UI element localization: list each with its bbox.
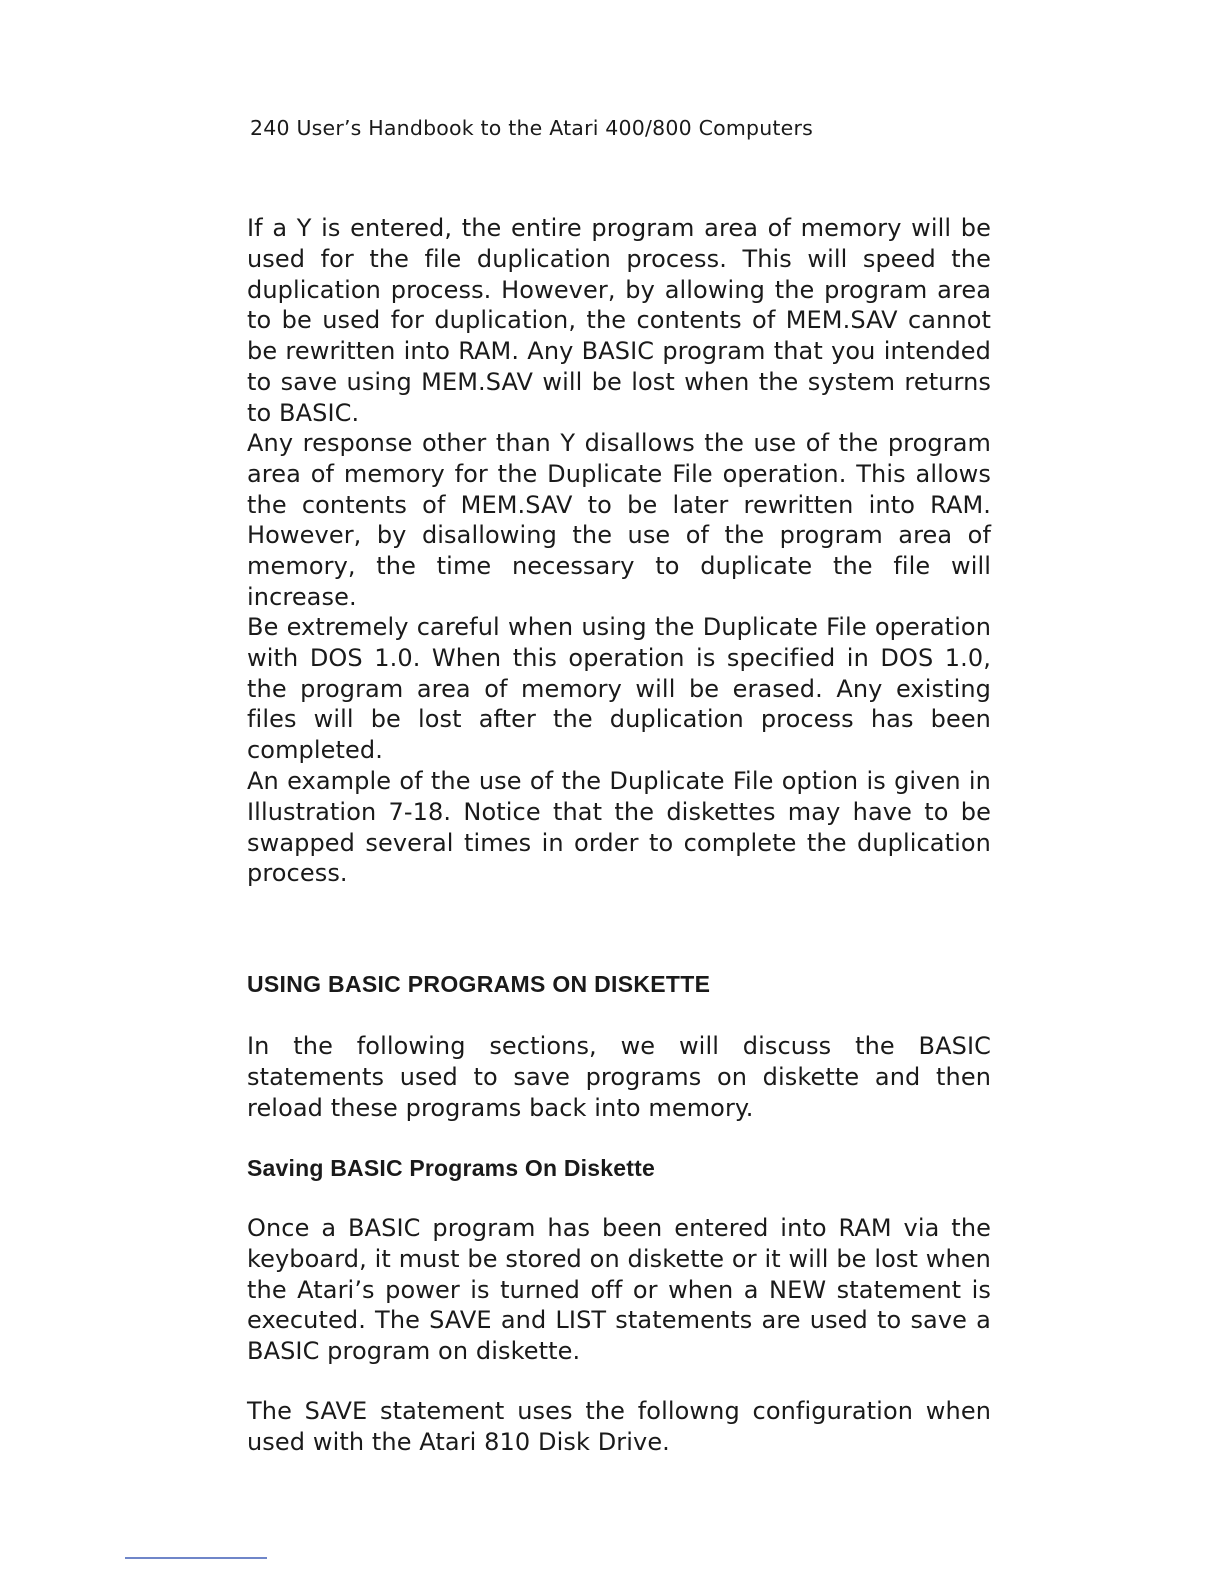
paragraph-memory-usage: If a Y is entered, the entire program area of memory will be used for the file duplication process. This will speed the duplication process. However, by allowing the program area to be used for duplication, the contents of MEM.SAV cannot be rewritten into RAM. Any BASIC program that you intended to save using MEM.SAV will be lost when the system returns to BASIC.: [247, 214, 991, 427]
section-heading: USING BASIC PROGRAMS ON DISKETTE: [247, 971, 711, 997]
subsection-heading: Saving BASIC Programs On Diskette: [247, 1155, 655, 1181]
paragraph-section-intro: In the following sections, we will discuss the BASIC statements used to save programs on diskette and then reload these programs back into memory.: [247, 1032, 991, 1122]
paragraph-saving-programs: Once a BASIC program has been entered into RAM via the keyboard, it must be stored on diskette or it will be lost when the Atari’s power is turned off or when a NEW statement is executed. The SAVE and LIST statements are used to save a BASIC program on diskette.: [247, 1214, 991, 1366]
paragraph-save-statement: The SAVE statement uses the followng configuration when used with the Atari 810 Disk Drive.: [247, 1397, 991, 1456]
running-header: 240 User’s Handbook to the Atari 400/800 Computers: [250, 116, 813, 140]
footer-rule: [125, 1557, 267, 1559]
paragraph-dos-warning: Be extremely careful when using the Duplicate File operation with DOS 1.0. When this operation is specified in DOS 1.0, the program area of memory will be erased. Any existing files will be lost after the duplication process has been completed.: [247, 613, 991, 765]
paragraph-duplicate-example: An example of the use of the Duplicate File option is given in Illustration 7-18. Notice that the diskettes may have to be swapped several times in order to complete the duplication process.: [247, 767, 991, 888]
paragraph-disallow-response: Any response other than Y disallows the use of the program area of memory for the Duplicate File operation. This allows the contents of MEM.SAV to be later rewritten into RAM. However, by disallowing the use of the program area of memory, the time necessary to duplicate the file will increase.: [247, 429, 991, 611]
